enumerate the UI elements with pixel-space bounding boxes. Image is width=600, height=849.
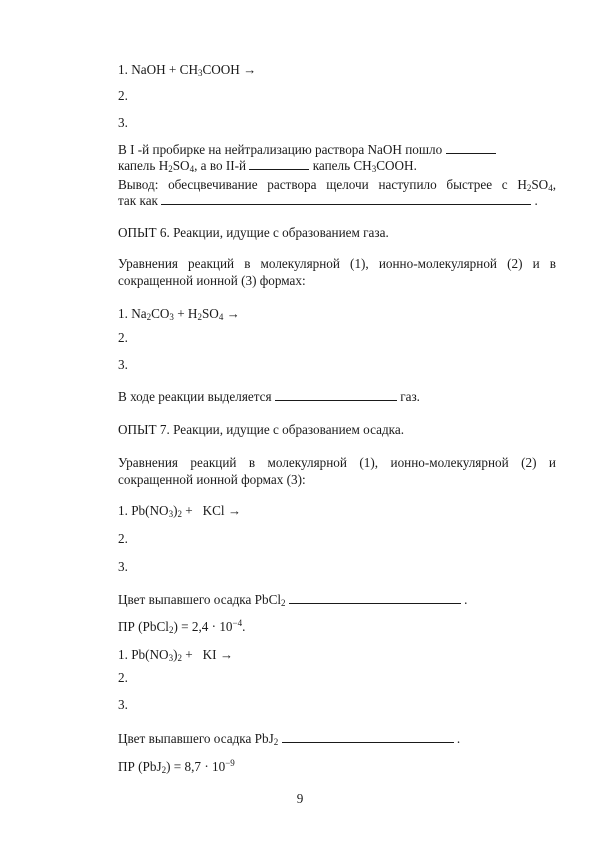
step-2-label: 2. <box>118 330 128 345</box>
solubility-product-pbj2: ПР $(PbJ_2) = 8,7 \cdot 10^{-9}$ <box>118 758 235 775</box>
equation-na2co3-h2so4: 1. $Na_2CO_3 + H_2SO_4$ → <box>118 306 240 322</box>
precipitate-color-pbcl2: Цвет выпавшего осадка PbCl$_2$ . <box>118 592 468 608</box>
equation-naoh-acetic: 1. NaOH + $CH_3COOH$ → <box>118 62 257 78</box>
blank-field[interactable] <box>161 193 531 205</box>
experiment-7-intro-line-1: Уравнения реакций в молекулярной (1), ионно-молекулярной (2) и <box>118 455 556 470</box>
step-2-label: 2. <box>118 531 128 546</box>
neutralization-line-2: капель $H_2SO_4$, а во II-й капель $CH_3COOH$. <box>118 158 417 174</box>
arrow-icon: → <box>226 306 240 321</box>
step-3-label: 3. <box>118 357 128 372</box>
step-2-label: 2. <box>118 88 128 103</box>
experiment-6-intro-line-2: сокращенной ионной (3) формах: <box>118 273 306 288</box>
gas-released-line: В ходе реакции выделяется газ. <box>118 389 420 404</box>
equation-pbno3-kcl: 1. $Pb(NO_3)_2$ + KCl → <box>118 503 242 519</box>
experiment-6-intro-line-1: Уравнения реакций в молекулярной (1), ионно-молекулярной (2) и в <box>118 256 556 271</box>
arrow-icon: → <box>227 503 242 518</box>
blank-field[interactable] <box>446 142 496 154</box>
blank-field[interactable] <box>289 592 461 604</box>
solubility-product-pbcl2: ПР (PbCl$_2$) = $2,4 \cdot 10^{-4}$. <box>118 618 246 635</box>
conclusion-line-2: так как . <box>118 193 538 208</box>
blank-field[interactable] <box>275 389 397 401</box>
experiment-7-title: ОПЫТ 7. Реакции, идущие с образованием осадка. <box>118 422 405 437</box>
conclusion-line-1: Вывод: обесцвечивание раствора щелочи наступило быстрее с $H_2SO_4$, <box>118 177 556 193</box>
arrow-icon: → <box>243 62 257 77</box>
step-2-label: 2. <box>118 670 128 685</box>
blank-field[interactable] <box>249 158 309 170</box>
step-3-label: 3. <box>118 115 128 130</box>
arrow-icon: → <box>219 647 233 662</box>
step-3-label: 3. <box>118 697 128 712</box>
page-number: 9 <box>296 791 304 806</box>
neutralization-line-1: В I -й пробирке на нейтрализацию раствора NaOH пошло <box>118 142 496 158</box>
equation-pbno3-ki: 1. $Pb(NO_3)_2$ + KI → <box>118 647 233 663</box>
precipitate-color-pbj2: Цвет выпавшего осадка PbJ$_2$ . <box>118 731 461 747</box>
experiment-6-title: ОПЫТ 6. Реакции, идущие с образованием газа. <box>118 225 389 240</box>
experiment-7-intro-line-2: сокращенной ионной формах (3): <box>118 472 306 487</box>
step-3-label: 3. <box>118 559 128 574</box>
blank-field[interactable] <box>282 731 454 743</box>
